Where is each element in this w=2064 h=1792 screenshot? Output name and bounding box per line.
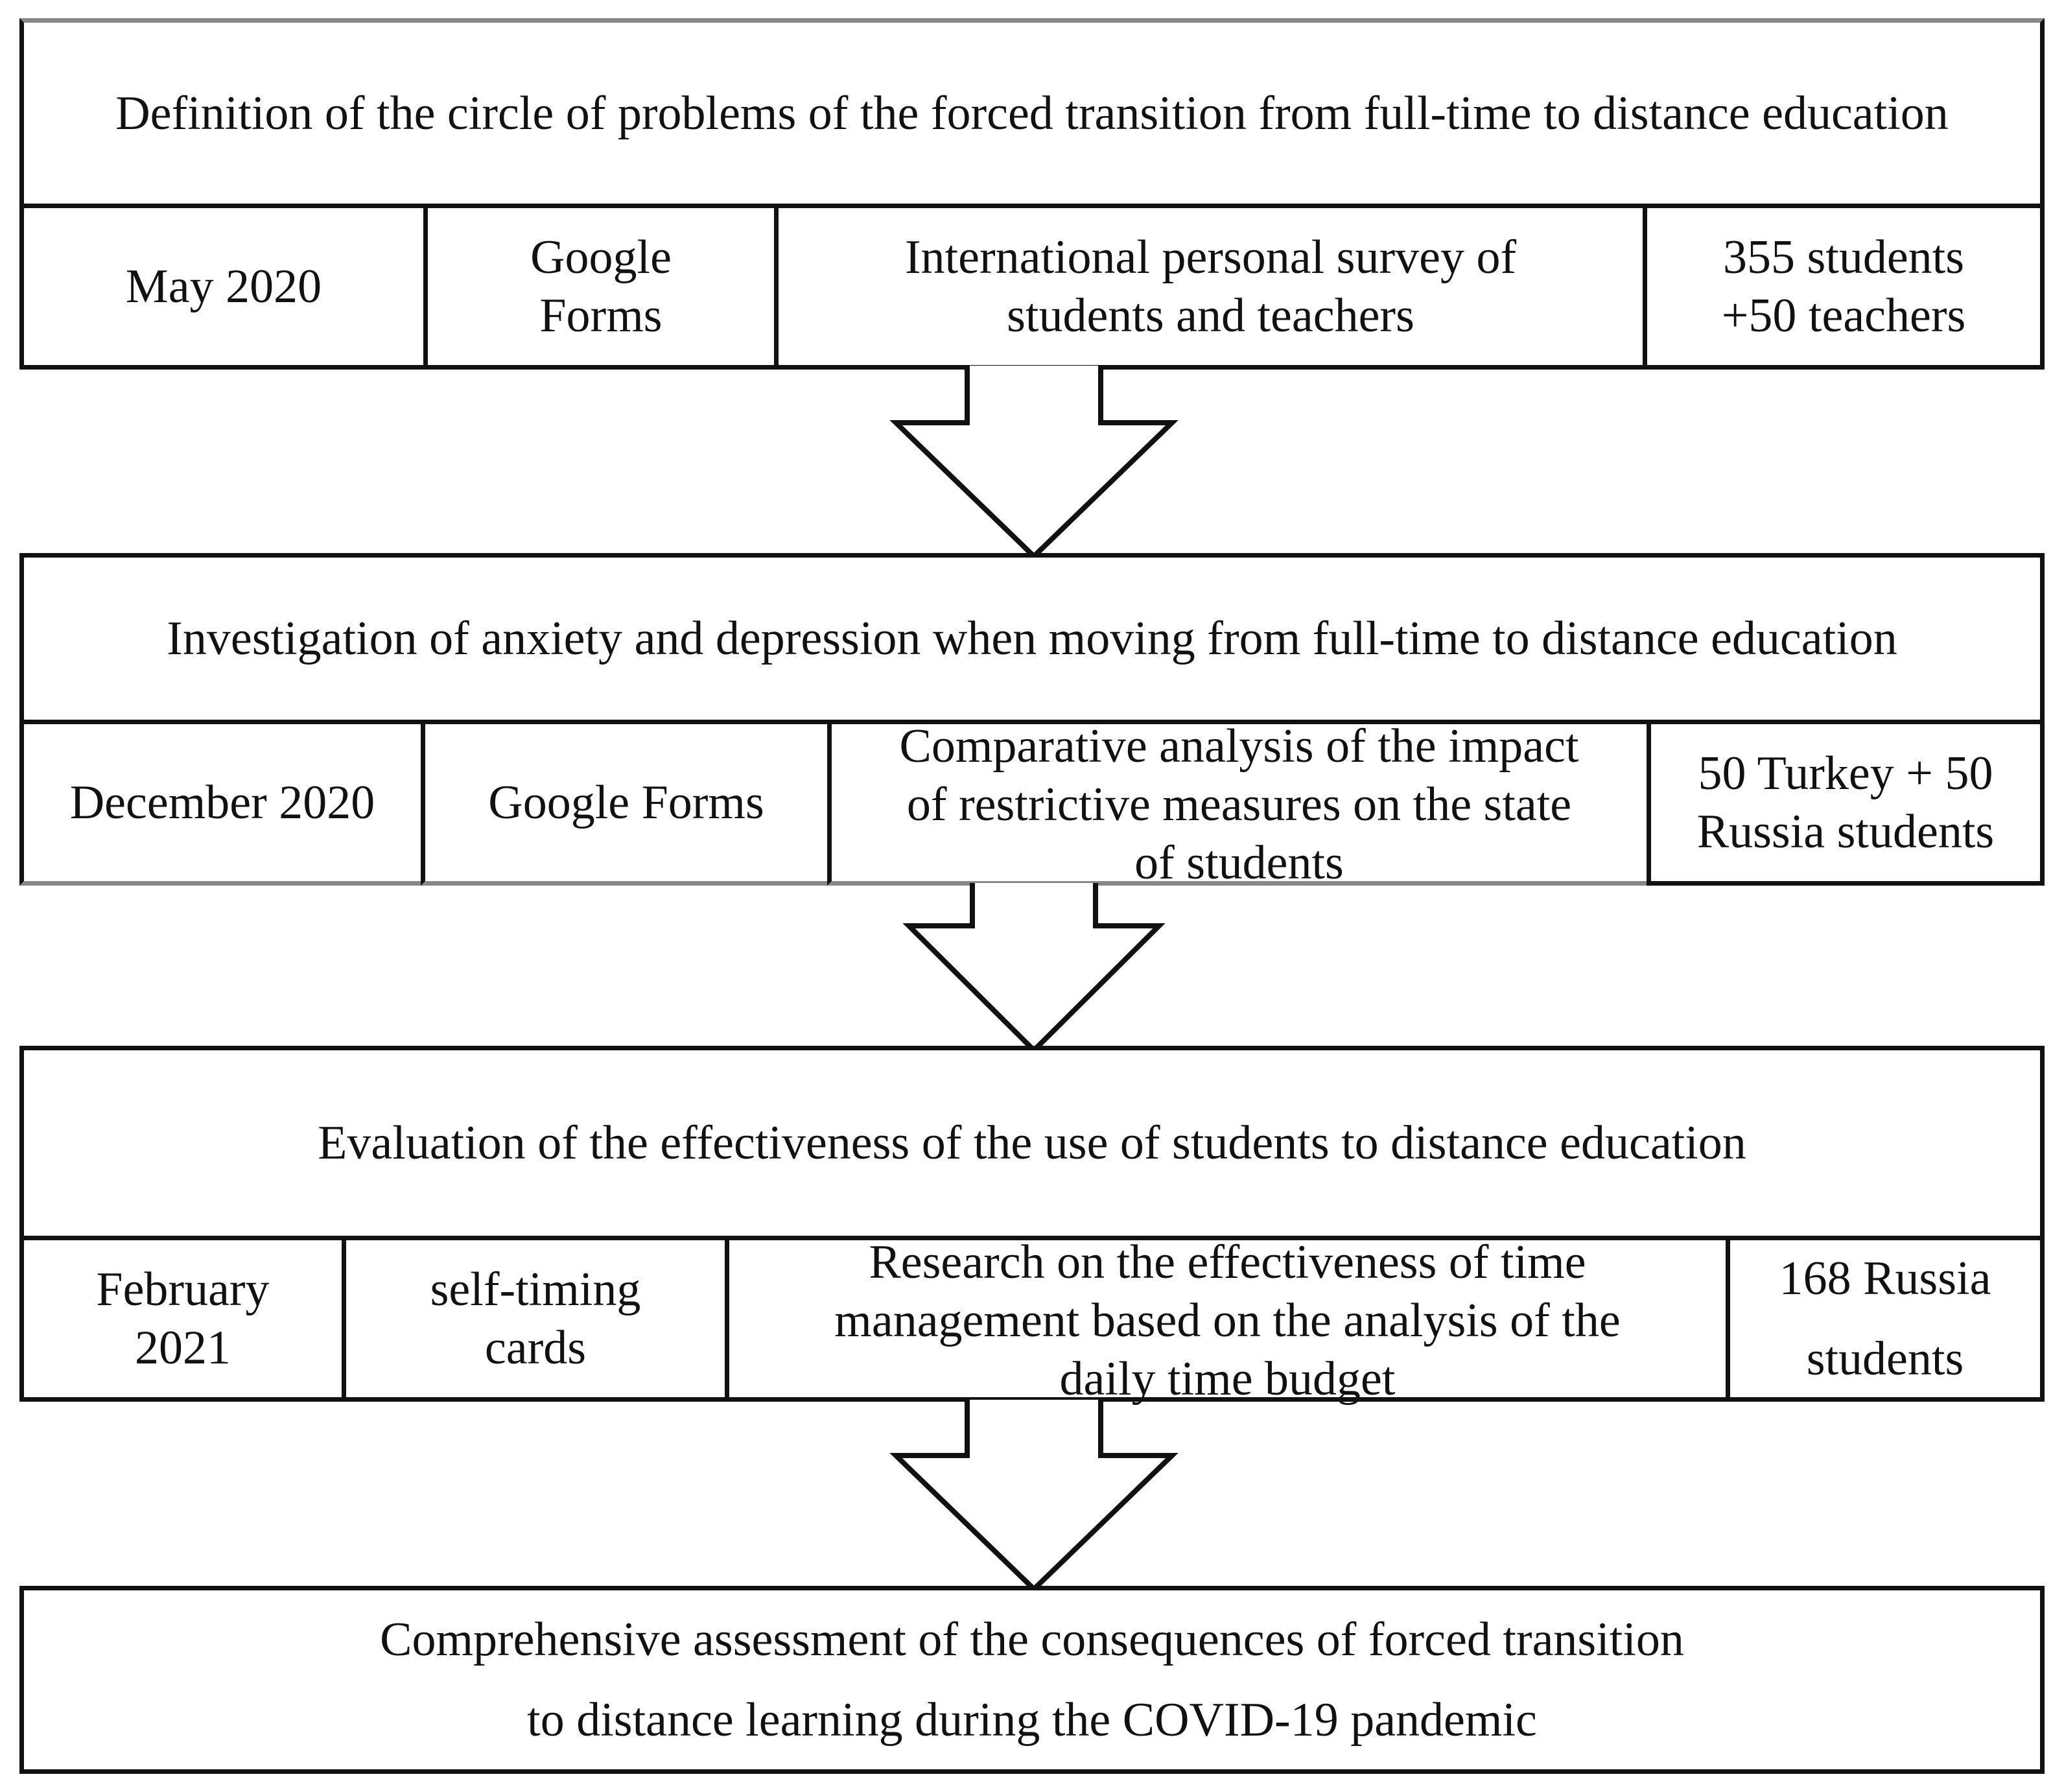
stage-1-date-cell [19,204,428,370]
stage-2-sample: 50 Turkey + 50 Russia students [1696,747,1995,858]
stage-3-date-cell [19,1236,346,1402]
stage-3-tool-cell [342,1236,729,1402]
stage-2-tool-cell [421,720,832,886]
stage-1-title: Definition of the circle of problems of the forced transition from full-time to distance education [115,86,1949,140]
stage-2-method: Comparative analysis of the impact of restrictive measures on the state of students [899,720,1579,890]
stage-3-title: Evaluation of the effectiveness of the use of students to distance education [318,1116,1746,1170]
stage-2-tool: Google Forms [488,776,764,829]
down-arrow-1 [888,363,1180,564]
stage-3-tool: self-timing cards [430,1263,641,1374]
stage-2-sample-cell [1647,720,2045,886]
stage-3-method-cell [725,1236,1730,1406]
stage-1-sample-cell [1643,204,2045,370]
stage-3-date: February 2021 [96,1263,270,1374]
stage-3-sample-cell [1726,1236,2045,1402]
stage-2-date: December 2020 [69,776,375,829]
stage-3-sample: 168 Russia students [1779,1252,1991,1385]
stage-1-method-cell [774,204,1647,370]
stage-2-title-box [19,553,2045,724]
stage-2-method-cell [827,720,1651,890]
down-arrow-3 [888,1397,1180,1598]
stage-1-title-box [19,18,2045,208]
stage-2-date-cell [19,720,425,886]
stage-1-tool: Google Forms [530,231,672,342]
stage-2-title: Investigation of anxiety and depression when moving from full-time to distance education [167,612,1897,665]
final-line-2: to distance learning during the COVID-19 pandemic [527,1693,1537,1747]
down-arrow-2 [901,880,1167,1055]
stage-3-title-box [19,1046,2045,1240]
stage-1-sample: 355 students +50 teachers [1721,231,1966,342]
stage-3-method: Research on the effectiveness of time management based on the analysis of the daily time budget [834,1236,1621,1406]
stage-1-tool-cell [423,204,779,370]
stage-1-method: International personal survey of students and teachers [904,231,1517,342]
stage-1-date: May 2020 [125,260,322,313]
final-box [19,1586,2045,1774]
final-line-1: Comprehensive assessment of the consequences of forced transition [380,1613,1684,1666]
